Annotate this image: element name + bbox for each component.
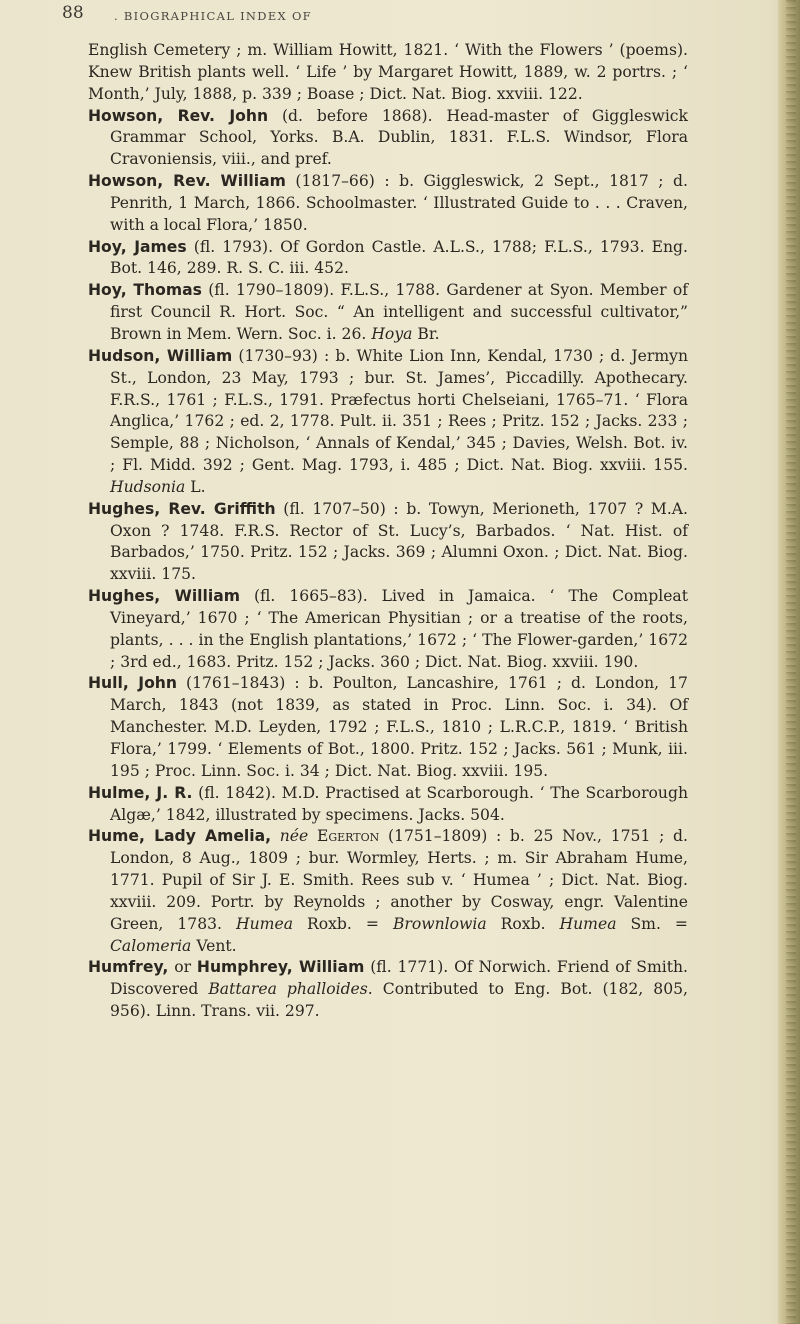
index-entry-humfrey-william <box>88 957 688 1023</box>
index-entry-hulme-jr <box>88 783 688 827</box>
genus-name: Hudsonia <box>110 477 186 496</box>
genus-name: Humea <box>236 914 293 933</box>
entry-name: Hoy, James <box>88 237 187 256</box>
index-entry-hoy-james <box>88 237 688 281</box>
genus-authority: Vent. <box>191 936 237 955</box>
entry-text: (1730–93) : b. White Lion Inn, Kendal, 1730 ; d. Jermyn St., London, 23 May, 1793 ; bur. St. James’, Piccadilly. Apothecary. F.R.S., 1761 ; F.L.S., 1791. Præfectus horti Chelseiani, 1765–71. ‘ Flora Anglica,’ 1762 ; ed. 2, 1778. Pult. ii. 351 ; Rees ; Pritz. 152 ; Jacks. 233 ; Semple, 88 ; Nicholson, ‘ Annals of Kendal,’ 345 ; Davies, Welsh. Bot. iv. ; Fl. Midd. 392 ; Gent. Mag. 1793, i. 485 ; Dict. Nat. Biog. xxviii. 155. <box>110 346 688 475</box>
entry-name: Howson, Rev. John <box>88 106 269 125</box>
entry-name: Hull, John <box>88 674 177 693</box>
entry-name: Hughes, Rev. Griffith <box>88 499 276 518</box>
genus-authority: L. <box>185 477 206 496</box>
genus-name: Hoya <box>371 324 413 343</box>
entry-text: (1761–1843) : b. Poulton, Lancashire, 1761 ; d. London, 17 March, 1843 (not 1839, as stated in Proc. Linn. Soc. i. 34). Of Manchester. M.D. Leyden, 1792 ; F.L.S., 1810 ; L.R.C.P., 1819. ‘ British Flora,’ 1799. ‘ Elements of Bot., 1800. Pritz. 152 ; Jacks. 561 ; Munk, iii. 195 ; Proc. Linn. Soc. i. 34 ; Dict. Nat. Biog. xxviii. 195. <box>110 674 688 780</box>
genus-name: Brownlowia <box>392 914 487 933</box>
entry-text: (1751–1809) : b. 25 Nov., 1751 ; d. London, 8 Aug., 1809 ; bur. Wormley, Herts. ; m. Sir Abraham Hume, 1771. Pupil of Sir J. E. Smith. Rees sub v. ‘ Humea ’ ; Dict. Nat. Biog. xxviii. 209. Portr. by Reynolds ; another by Cosway, engr. Valentine Green, 1783. <box>110 827 688 933</box>
entry-name: Hoy, Thomas <box>88 281 202 300</box>
nee-label: née <box>279 827 309 846</box>
entry-name: Hudson, William <box>88 346 233 365</box>
genus-authority: Roxb. <box>486 914 560 933</box>
entry-text: (1817–66) : b. Giggleswick, 2 Sept., 1817 ; d. Penrith, 1 March, 1866. Schoolmaster. ‘ Illustrated Guide to . . . Craven, with a local Flora,’ 1850. <box>110 172 688 234</box>
index-entry-hume-amelia <box>88 826 688 957</box>
genus-name: Humea <box>559 914 617 933</box>
genus-authority: Sm. = <box>616 914 688 933</box>
entry-text: (fl. 1707–50) : b. Towyn, Merioneth, 1707 ? M.A. Oxon ? 1748. F.R.S. Rector of St. Lucy’s, Barbados. ‘ Nat. Hist. of Barbados,’ 1750. Pritz. 152 ; Jacks. 369 ; Alumni Oxon. ; Dict. Nat. Biog. xxviii. 175. <box>110 499 688 584</box>
entry-text: (fl. 1842). M.D. Practised at Scarborough. ‘ The Scarborough Algæ,’ 1842, illustrated by specimens. Jacks. 504. <box>110 783 688 824</box>
index-entry-howson-william <box>88 171 688 237</box>
entry-name: Howson, Rev. William <box>88 172 286 191</box>
page-edge-strip <box>786 0 796 1324</box>
page-number: 88 <box>62 3 84 23</box>
entry-name-alt: Humphrey, William <box>196 958 365 977</box>
entry-text: (fl. 1771). Of Norwich. Friend of Smith. Discovered <box>110 958 688 999</box>
entry-name: Hulme, J. R. <box>88 783 193 802</box>
entry-text: (d. before 1868). Head-master of Giggleswick Grammar School, Yorks. B.A. Dublin, 1831. F.L.S. Windsor, Flora Cravoniensis, viii., and pref. <box>110 106 688 169</box>
index-entry-hughes-william <box>88 586 688 673</box>
index-entry-howson-john <box>88 106 688 172</box>
index-entry-continuation <box>88 40 688 106</box>
entry-text-tail: . Contributed to Eng. Bot. (182, 805, 956). Linn. Trans. vii. 297. <box>110 980 688 1021</box>
entry-text: English Cemetery ; m. William Howitt, 1821. ‘ With the Flowers ’ (poems). Knew British plants well. ‘ Life ’ by Margaret Howitt, 1889, w. 2 portrs. ; ‘ Month,’ July, 1888, p. 339 ; Boase ; Dict. Nat. Biog. xxviii. 122. <box>88 41 688 103</box>
running-head: . BIOGRAPHICAL INDEX OF <box>114 9 312 23</box>
entry-text: (fl. 1665–83). Lived in Jamaica. ‘ The Compleat Vineyard,’ 1670 ; ‘ The American Physitian ; or a treatise of the roots, plants, . . . in the English plantations,’ 1672 ; ‘ The Flower-garden,’ 1672 ; 3rd ed., 1683. Pritz. 152 ; Jacks. 360 ; Dict. Nat. Biog. xxviii. 190. <box>110 587 688 671</box>
entry-text: (fl. 1793). Of Gordon Castle. A.L.S., 1788; F.L.S., 1793. Eng. Bot. 146, 289. R. S. C. iii. 452. <box>110 237 688 278</box>
index-entry-hughes-griffith <box>88 499 688 586</box>
entry-name: Hume, Lady Amelia, <box>88 827 272 846</box>
genus-authority: Br. <box>412 324 440 343</box>
entry-name: Humfrey, <box>88 958 169 977</box>
index-entries <box>88 40 688 1023</box>
page-header <box>62 3 702 27</box>
entry-name: Hughes, William <box>88 587 240 606</box>
entry-text: (fl. 1790–1809). F.L.S., 1788. Gardener at Syon. Member of first Council R. Hort. Soc. “ An intelligent and successful cultivator,” Brown in Mem. Wern. Soc. i. 26. <box>110 281 688 343</box>
maiden-name: Egerton <box>316 827 380 846</box>
index-entry-hoy-thomas <box>88 280 688 346</box>
genus-name: Battarea phalloides <box>208 980 368 999</box>
genus-authority: Roxb. = <box>293 914 393 933</box>
index-entry-hudson-william <box>88 346 688 499</box>
entry-connector: or <box>168 958 197 977</box>
genus-name: Calomeria <box>110 936 192 955</box>
index-entry-hull-john <box>88 673 688 782</box>
